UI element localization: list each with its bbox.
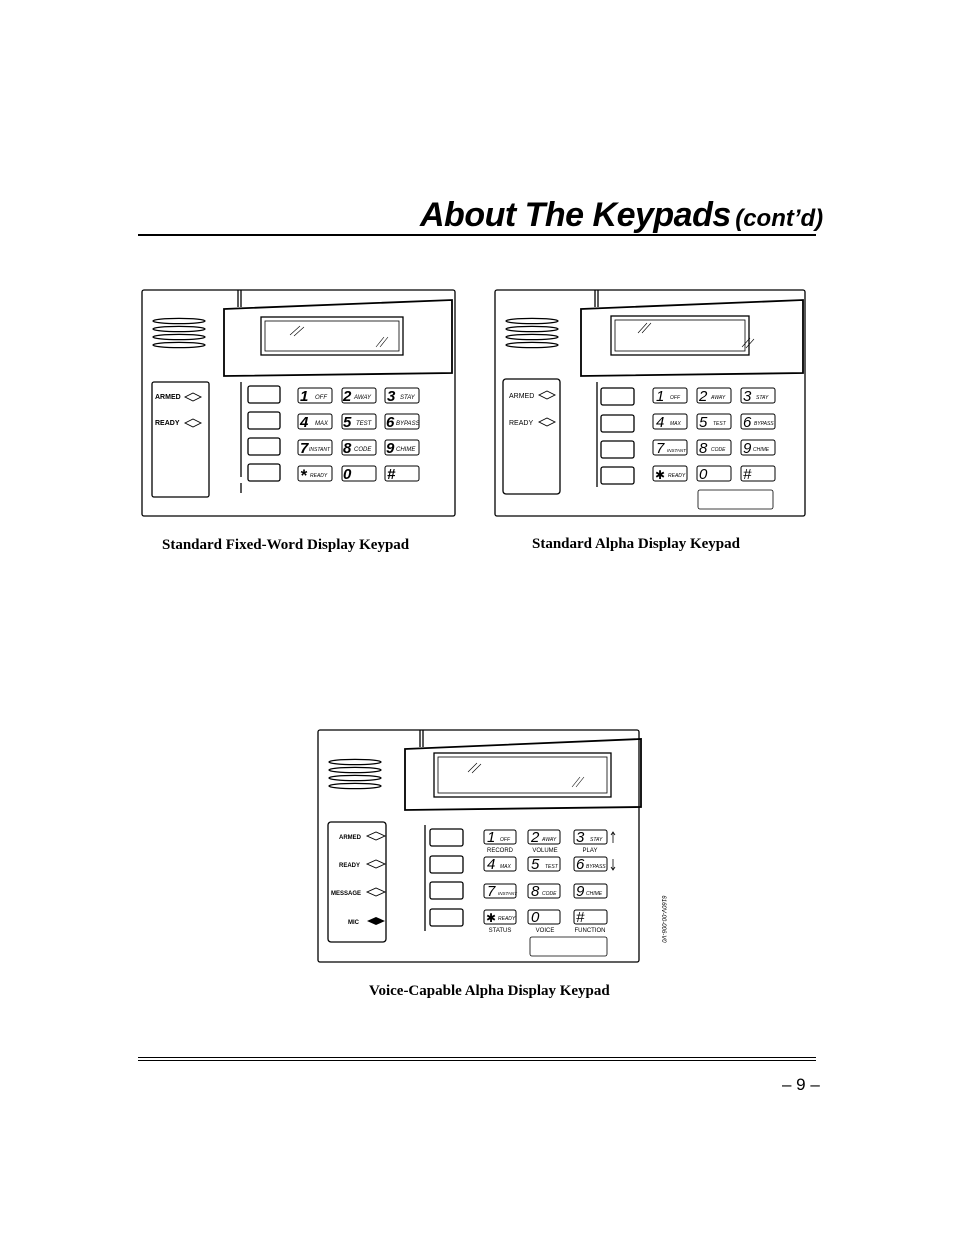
key-5-label: TEST (713, 421, 726, 427)
key-3-label: STAY (400, 395, 415, 401)
key-3: 3 (743, 388, 752, 405)
key-2-label: AWAY (542, 837, 557, 843)
key-5: 5 (699, 414, 708, 431)
indicator-armed: ARMED (339, 835, 361, 841)
key-7-label: INSTANT (498, 891, 517, 896)
footer-rule-2 (138, 1060, 816, 1061)
key-2: 2 (531, 829, 540, 846)
key-8: 8 (343, 440, 352, 457)
indicator-armed: ARMED (509, 393, 535, 400)
key-1-label: OFF (670, 395, 680, 401)
key-2: 2 (699, 388, 708, 405)
key-8-label: CODE (711, 447, 726, 453)
key-3-label: STAY (590, 837, 603, 843)
page-title (420, 196, 823, 235)
key-star-label: READY (668, 473, 686, 479)
key-star-label: READY (310, 473, 328, 479)
key-8-label: CODE (542, 891, 557, 897)
voice-label-status: STATUS (488, 928, 512, 934)
key-6: 6 (576, 856, 585, 873)
voice-label-record: RECORD (486, 848, 514, 854)
key-4-label: MAX (670, 421, 681, 427)
title-rule (138, 234, 816, 236)
footer-rule (138, 1057, 816, 1058)
key-7-label: INSTANT (309, 447, 331, 453)
key-2: 2 (343, 388, 352, 405)
key-hash: # (387, 466, 396, 483)
key-0: 0 (699, 466, 708, 483)
fixed-word-keypad-figure (140, 287, 458, 518)
key-5-label: TEST (356, 421, 372, 427)
key-1-label: OFF (500, 837, 510, 843)
key-6-label: BYPASS (396, 421, 420, 427)
indicator-message: MESSAGE (331, 891, 362, 897)
key-6-label: BYPASS (586, 864, 606, 870)
key-6: 6 (386, 414, 395, 431)
key-5: 5 (343, 414, 352, 431)
key-7: 7 (656, 440, 665, 457)
indicator-ready: READY (155, 420, 180, 427)
title-main: About The Keypads (420, 196, 731, 234)
key-hash: # (743, 466, 752, 483)
key-8: 8 (699, 440, 708, 457)
key-0: 0 (531, 909, 540, 926)
key-8: 8 (531, 883, 540, 900)
part-number: 6160V-00-006-V0 (660, 895, 666, 943)
key-1: 1 (300, 388, 309, 405)
key-9-label: CHIME (753, 447, 770, 453)
indicator-ready: READY (509, 420, 534, 427)
key-9-label: CHIME (586, 891, 603, 897)
page-number: – 9 – (782, 1075, 820, 1094)
key-4-label: MAX (315, 421, 329, 427)
fixed-word-keypad-caption: Standard Fixed-Word Display Keypad (162, 537, 410, 553)
key-9: 9 (386, 440, 395, 457)
key-7-label: INSTANT (667, 448, 686, 453)
key-6: 6 (743, 414, 752, 431)
key-1: 1 (656, 388, 665, 405)
title-sub: (cont’d) (735, 205, 824, 232)
key-7: 7 (487, 883, 496, 900)
voice-label-function: FUNCTION (574, 928, 606, 934)
voice-label-play: PLAY (582, 848, 598, 854)
key-0: 0 (343, 466, 352, 483)
key-9: 9 (743, 440, 752, 457)
alpha-keypad-caption: Standard Alpha Display Keypad (532, 536, 740, 552)
key-4: 4 (656, 414, 665, 431)
key-3: 3 (576, 829, 585, 846)
alpha-keypad-figure (493, 287, 807, 518)
key-hash: # (576, 909, 585, 926)
key-1-label: OFF (315, 395, 327, 401)
voice-keypad-caption: Voice-Capable Alpha Display Keypad (369, 983, 610, 999)
key-8-label: CODE (354, 447, 372, 453)
key-9-label: CHIME (396, 447, 416, 453)
key-star: ✱ (655, 468, 666, 482)
key-9: 9 (576, 883, 585, 900)
indicator-ready: READY (339, 863, 361, 869)
key-2-label: AWAY (354, 395, 372, 401)
key-1: 1 (487, 829, 496, 846)
key-7: 7 (300, 440, 309, 457)
indicator-mic: MIC (348, 920, 359, 926)
key-4: 4 (487, 856, 496, 873)
key-star-label: READY (498, 916, 516, 922)
key-4-label: MAX (500, 864, 511, 870)
key-3-label: STAY (756, 395, 769, 401)
voice-label-volume: VOLUME (532, 848, 558, 854)
key-4: 4 (300, 414, 309, 431)
key-5-label: TEST (545, 864, 558, 870)
indicator-armed: ARMED (155, 394, 181, 401)
voice-label-voice: VOICE (535, 928, 555, 934)
key-2-label: AWAY (711, 395, 726, 401)
key-star: ✱ (486, 911, 497, 925)
key-star: * (300, 466, 307, 485)
key-3: 3 (387, 388, 396, 405)
key-6-label: BYPASS (754, 421, 774, 427)
voice-keypad-figure (316, 727, 670, 967)
key-5: 5 (531, 856, 540, 873)
